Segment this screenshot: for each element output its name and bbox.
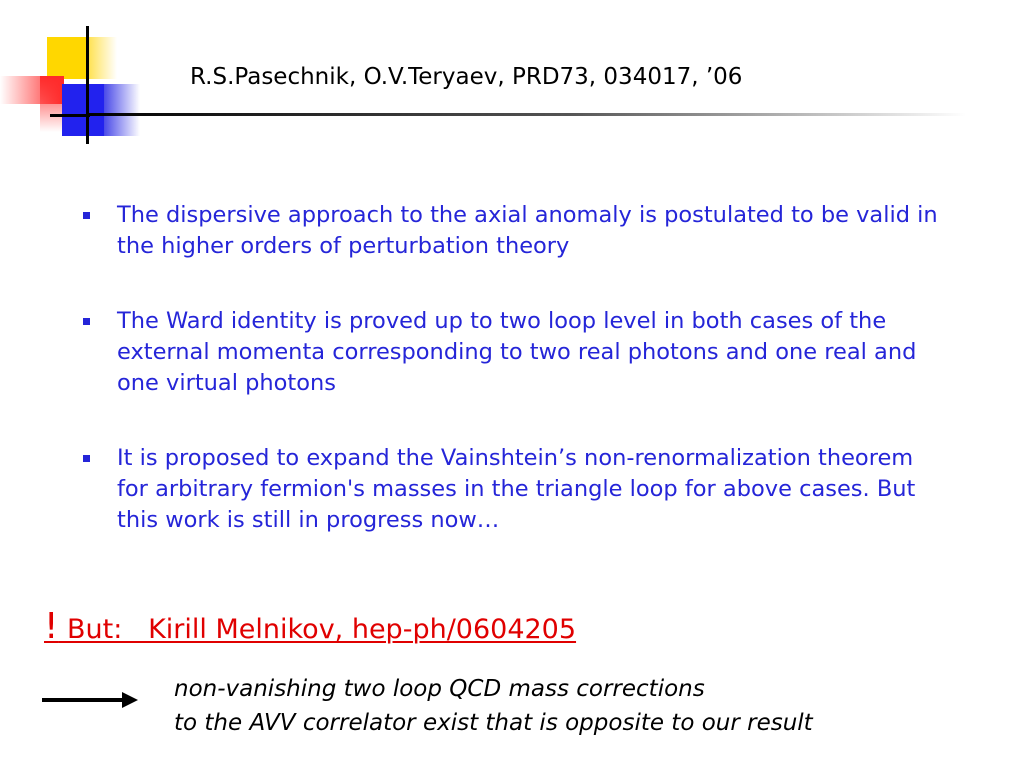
header-rule [86,113,966,116]
exclamation-mark: ! [44,606,59,647]
note-line-2: to the AVV correlator exist that is opposite to our result [174,710,813,736]
square-bullet-icon [83,455,90,462]
logo-horizontal-line [50,114,90,117]
conclusion-note [174,672,813,740]
note-line-1: non-vanishing two loop QCD mass corrections [174,676,705,702]
logo-blue-square [62,84,104,136]
slide-logo [0,20,170,150]
right-arrow-icon [42,686,142,710]
but-reference-text: But: Kirill Melnikov, hep-ph/0604205 [58,614,577,645]
logo-yellow-square [47,37,87,79]
logo-yellow-fade [87,37,117,79]
bullet-text: The Ward identity is proved up to two loop level in both cases of the external momenta corresponding to two real photons and one real and one virtual photons [117,308,917,396]
bullet-list [80,200,940,580]
bullet-text: The dispersive approach to the axial anomaly is postulated to be valid in the higher orders of perturbation theory [117,202,938,259]
bullet-item [80,306,940,399]
bullet-item [80,200,940,262]
square-bullet-icon [83,318,90,325]
but-reference-link[interactable] [44,606,576,647]
bullet-item [80,443,940,536]
logo-vertical-line [86,26,89,144]
citation-title: R.S.Pasechnik, O.V.Teryaev, PRD73, 034017, ’06 [190,64,743,90]
logo-red-tail [40,76,64,132]
bullet-text: It is proposed to expand the Vainshtein’s non-renormalization theorem for arbitrary fermion's masses in the triangle loop for above cases. But this work is still in progress now… [117,445,916,533]
square-bullet-icon [83,212,90,219]
logo-blue-fade [104,84,140,136]
